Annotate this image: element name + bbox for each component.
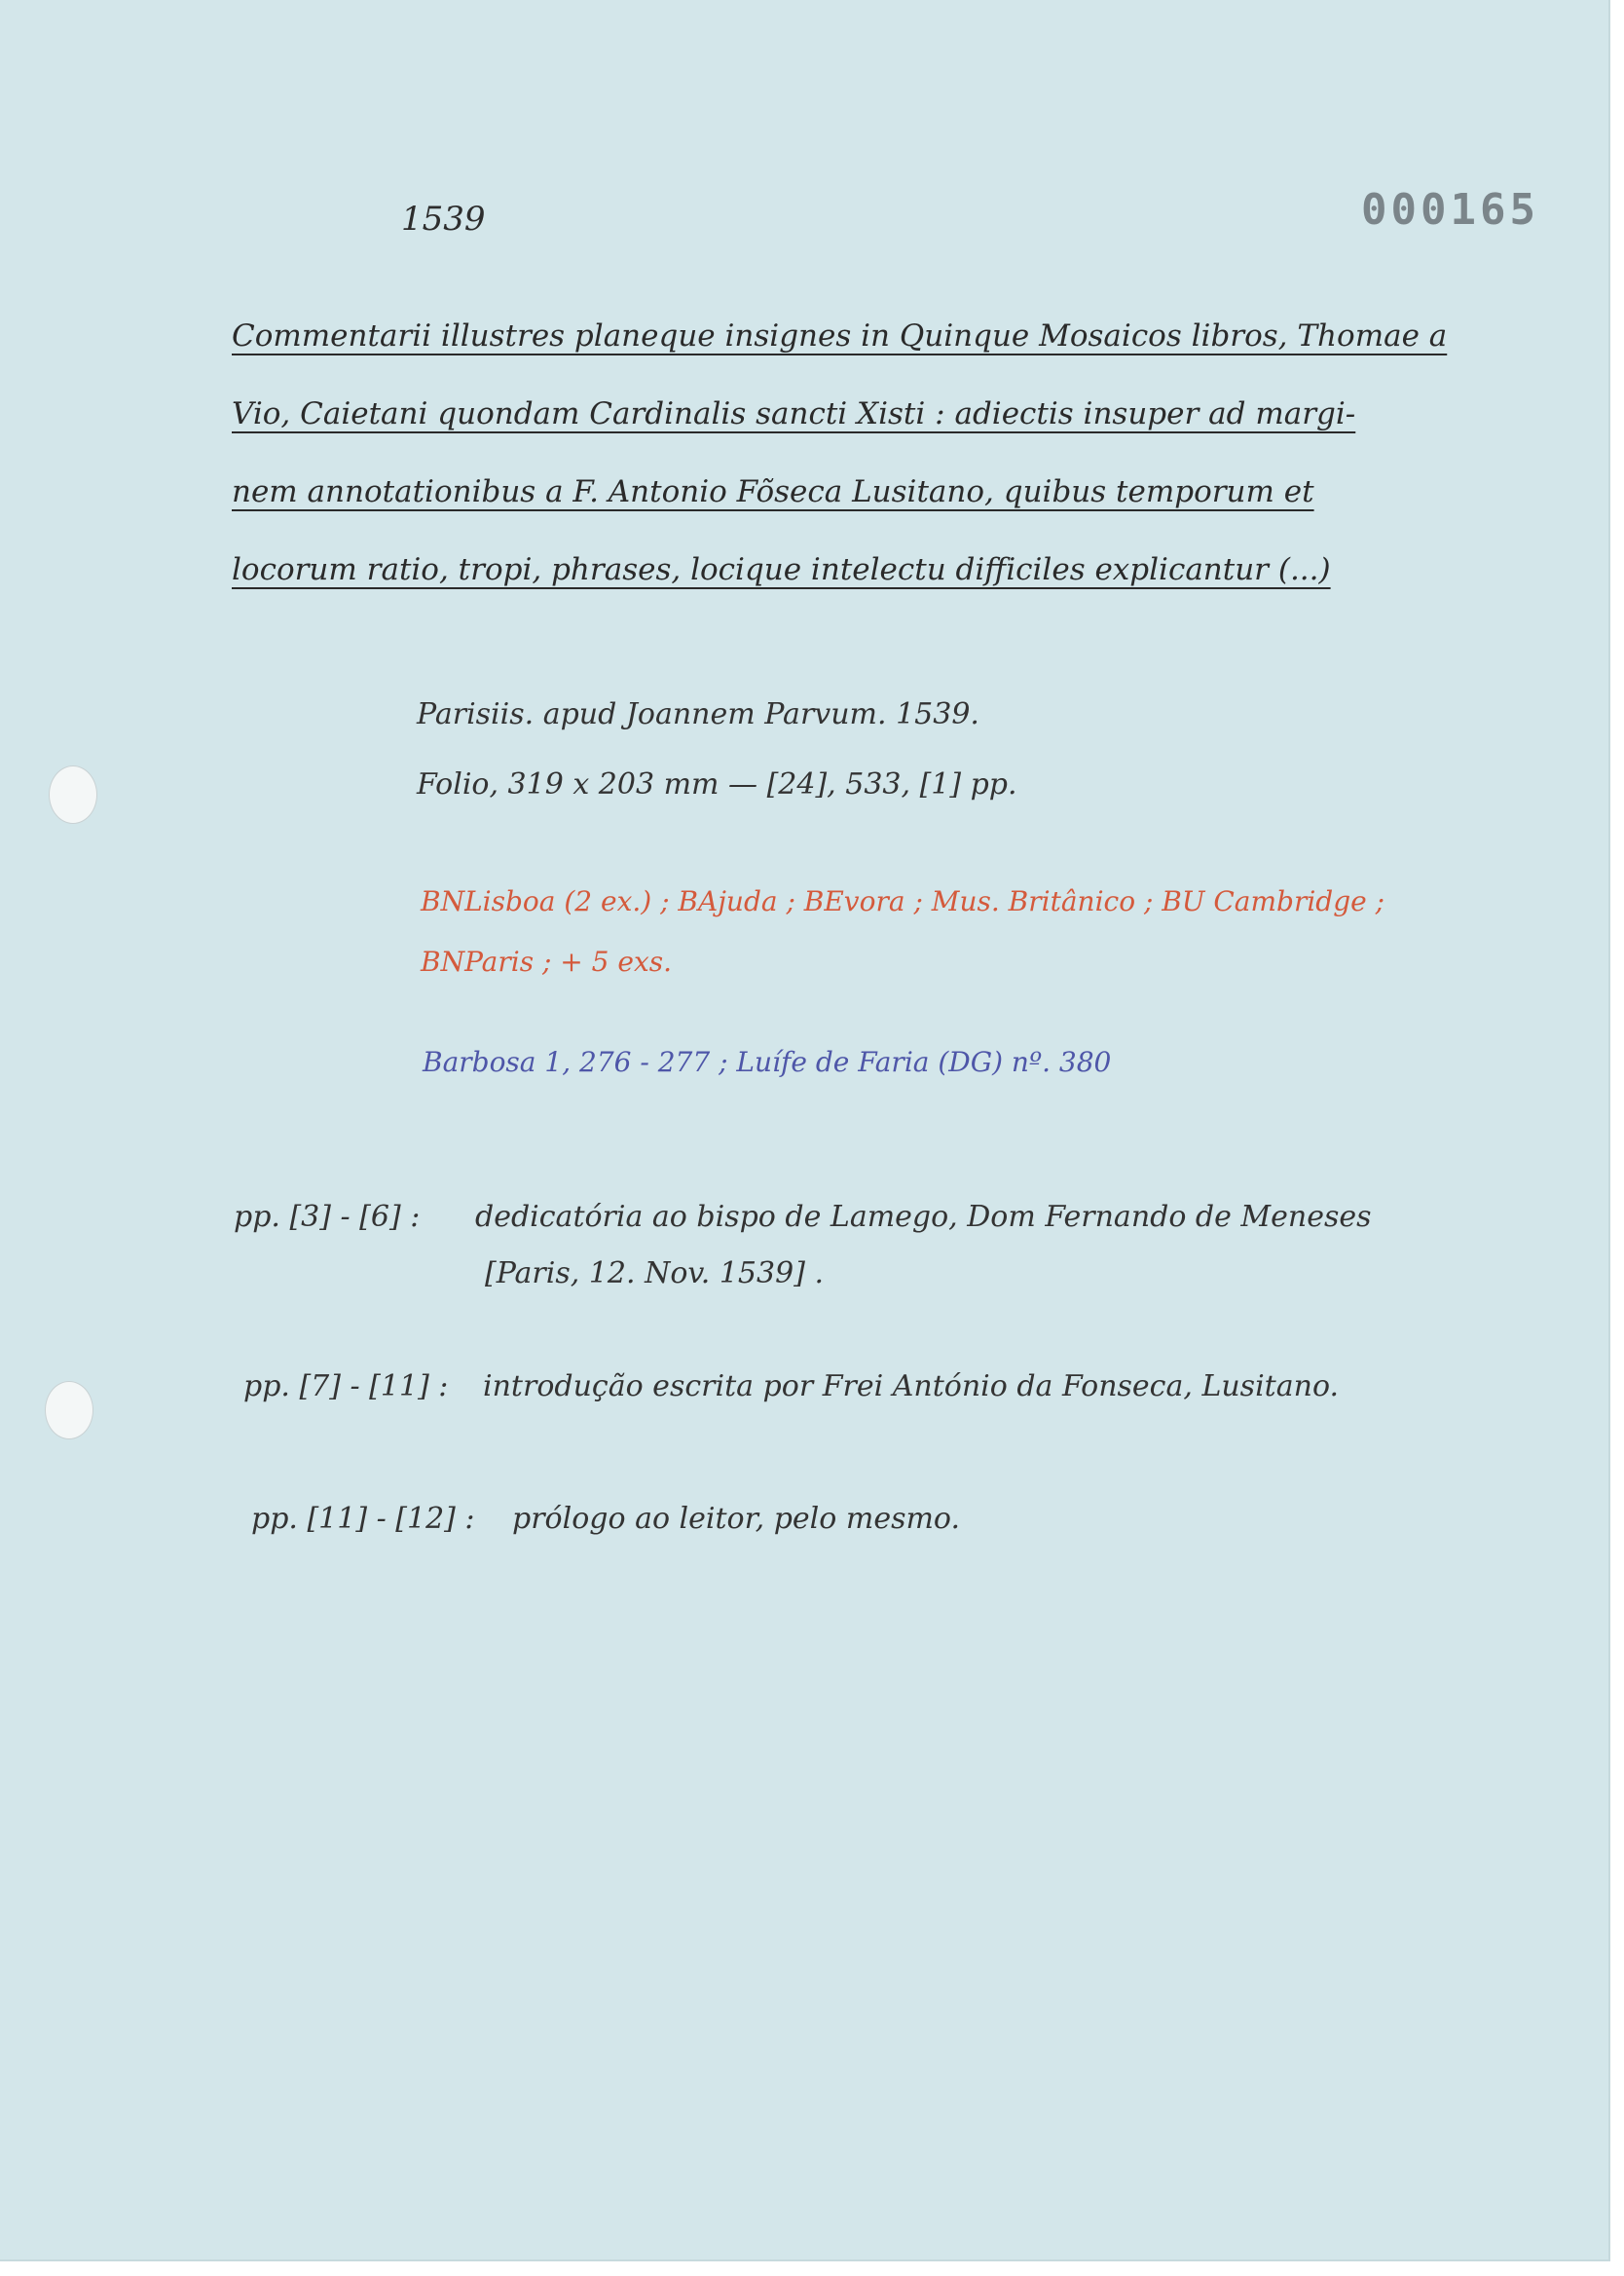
title-line: Vio, Caietani quondam Cardinalis sancti Xisti : adiectis insuper ad margi- [232, 396, 1356, 431]
publication-line: Parisiis. apud Joannem Parvum. 1539. [417, 697, 979, 731]
holdings-line: BNParis ; + 5 exs. [421, 946, 673, 978]
contents-item-pages: pp. [7] - [11] : [243, 1369, 449, 1403]
bibliographic-references: Barbosa 1, 276 - 277 ; Luífe de Faria (DG) nº. 380 [423, 1046, 1112, 1078]
imprint [417, 691, 1017, 832]
contents-item-pages: pp. [11] - [12] : [251, 1502, 475, 1536]
contents-item-text: dedicatória ao bispo de Lamego, Dom Fernando de Meneses [475, 1200, 1372, 1234]
library-holdings [421, 878, 1384, 999]
title-line: Commentarii illustres planeque insignes in Quinque Mosaicos libros, Thomae a [232, 318, 1448, 354]
contents-item-pages: pp. [3] - [6] : [234, 1200, 421, 1234]
contents-item-date: [Paris, 12. Nov. 1539] . [485, 1256, 824, 1290]
record-number-stamp: 000165 [1361, 185, 1539, 235]
contents-item-text: introdução escrita por Frei António da Fonseca, Lusitano. [483, 1369, 1340, 1403]
punch-hole-top [49, 765, 97, 824]
punch-hole-bottom [45, 1381, 93, 1439]
format-line: Folio, 319 x 203 mm — [24], 533, [1] pp. [417, 767, 1017, 802]
holdings-line: BNLisboa (2 ex.) ; BAjuda ; BEvora ; Mus. Britânico ; BU Cambridge ; [421, 885, 1385, 917]
record-year: 1539 [401, 200, 486, 239]
title-line: locorum ratio, tropi, phrases, locique intelectu difficiles explicantur (...) [232, 552, 1331, 587]
book-title [232, 312, 1448, 623]
contents-item-text: prólogo ao leitor, pelo mesmo. [512, 1502, 960, 1536]
title-line: nem annotationibus a F. Antonio Fõseca Lusitano, quibus temporum et [232, 474, 1314, 509]
